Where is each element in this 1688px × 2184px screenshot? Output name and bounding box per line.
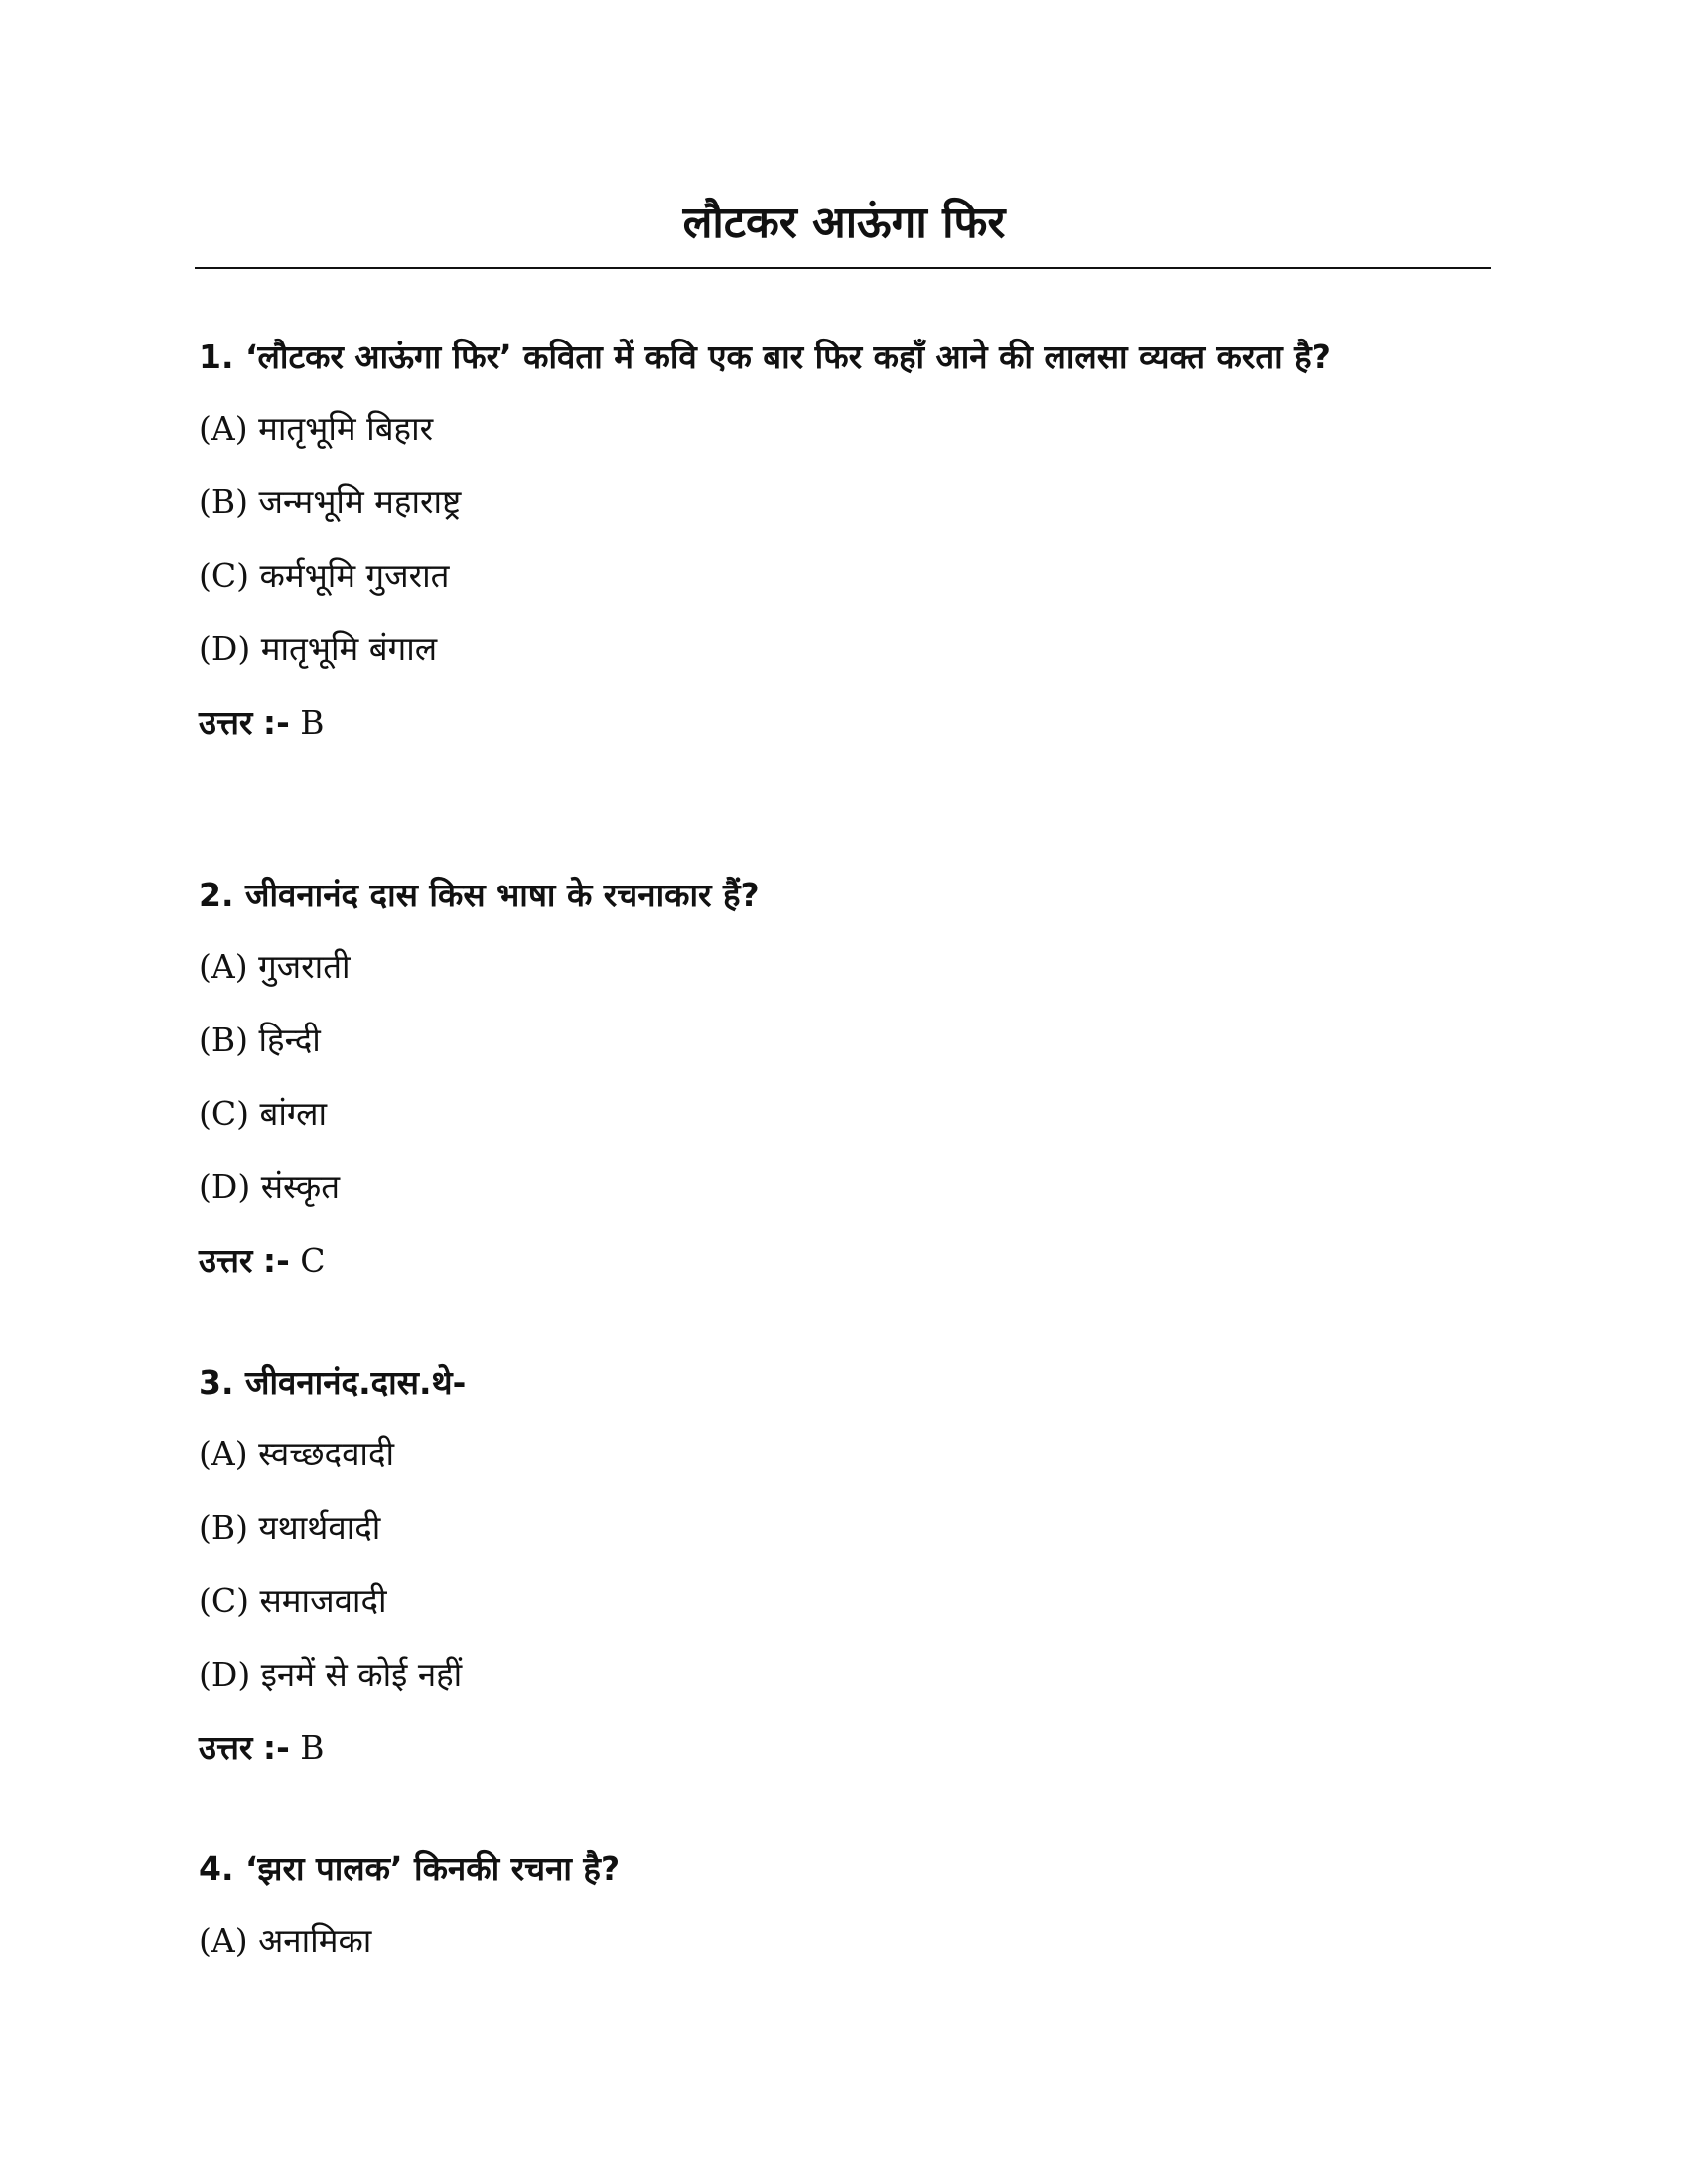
option-text: मातृभूमि बिहार (258, 409, 434, 448)
answer-line (199, 698, 1489, 748)
option-text: इनमें से कोई नहीं (260, 1655, 463, 1694)
option-label: (C) (199, 1094, 249, 1133)
option-a (199, 1916, 1489, 1966)
question-block-1 (199, 333, 1489, 748)
option-c (199, 1089, 1489, 1139)
option-b (199, 1503, 1489, 1553)
option-text: जन्मभूमि महाराष्ट्र (258, 482, 462, 521)
option-a (199, 942, 1489, 992)
answer-separator: :- (262, 703, 290, 742)
option-label: (D) (199, 1655, 251, 1694)
option-a (199, 1430, 1489, 1479)
option-d (199, 1650, 1489, 1700)
answer-separator: :- (262, 1728, 290, 1767)
title-divider (195, 267, 1491, 269)
option-label: (A) (199, 409, 248, 448)
option-d (199, 1162, 1489, 1212)
answer-label: उत्तर (199, 1728, 253, 1767)
option-label: (A) (199, 1921, 248, 1960)
option-text: हिन्दी (258, 1021, 321, 1059)
option-a (199, 404, 1489, 454)
option-label: (D) (199, 629, 251, 668)
answer-value: B (300, 1728, 325, 1767)
answer-line (199, 1723, 1489, 1773)
option-text: गुजराती (258, 947, 351, 986)
option-label: (C) (199, 556, 249, 595)
option-text: संस्कृत (260, 1167, 341, 1206)
answer-value: B (300, 703, 325, 742)
option-c (199, 551, 1489, 601)
option-c (199, 1576, 1489, 1626)
option-text: कर्मभूमि गुजरात (259, 556, 450, 595)
option-label: (B) (199, 482, 248, 521)
option-label: (D) (199, 1167, 251, 1206)
option-text: मातृभूमि बंगाल (260, 629, 438, 668)
option-text: बांग्ला (259, 1094, 328, 1133)
option-text: यथार्थवादी (258, 1508, 381, 1547)
answer-label: उत्तर (199, 703, 253, 742)
option-d (199, 624, 1489, 674)
option-text: स्वच्छदवादी (258, 1434, 395, 1473)
question-text: 1. ‘लौटकर आऊंगा फिर’ कविता में कवि एक बार फिर कहाँ आने की लालसा व्यक्त करता है? (199, 338, 1331, 376)
option-label: (B) (199, 1021, 248, 1059)
question-block-3 (199, 1358, 1489, 1773)
question-text: 4. ‘झरा पालक’ किनकी रचना है? (199, 1849, 621, 1888)
question-block-2 (199, 871, 1489, 1286)
option-text: अनामिका (258, 1921, 372, 1960)
answer-label: उत्तर (199, 1241, 253, 1280)
answer-value: C (300, 1241, 326, 1280)
option-text: समाजवादी (259, 1581, 387, 1620)
answer-line (199, 1236, 1489, 1286)
option-label: (A) (199, 1434, 248, 1473)
option-label: (A) (199, 947, 248, 986)
answer-separator: :- (262, 1241, 290, 1280)
question-text: 2. जीवनानंद दास किस भाषा के रचनाकार हैं? (199, 876, 760, 914)
question-block-4 (199, 1844, 1489, 1989)
question-text: 3. जीवनानंद.दास.थे- (199, 1363, 467, 1402)
option-b (199, 478, 1489, 527)
option-label: (B) (199, 1508, 248, 1547)
option-b (199, 1016, 1489, 1065)
page-title: लौटकर आऊंगा फिर (682, 198, 1006, 248)
option-label: (C) (199, 1581, 249, 1620)
